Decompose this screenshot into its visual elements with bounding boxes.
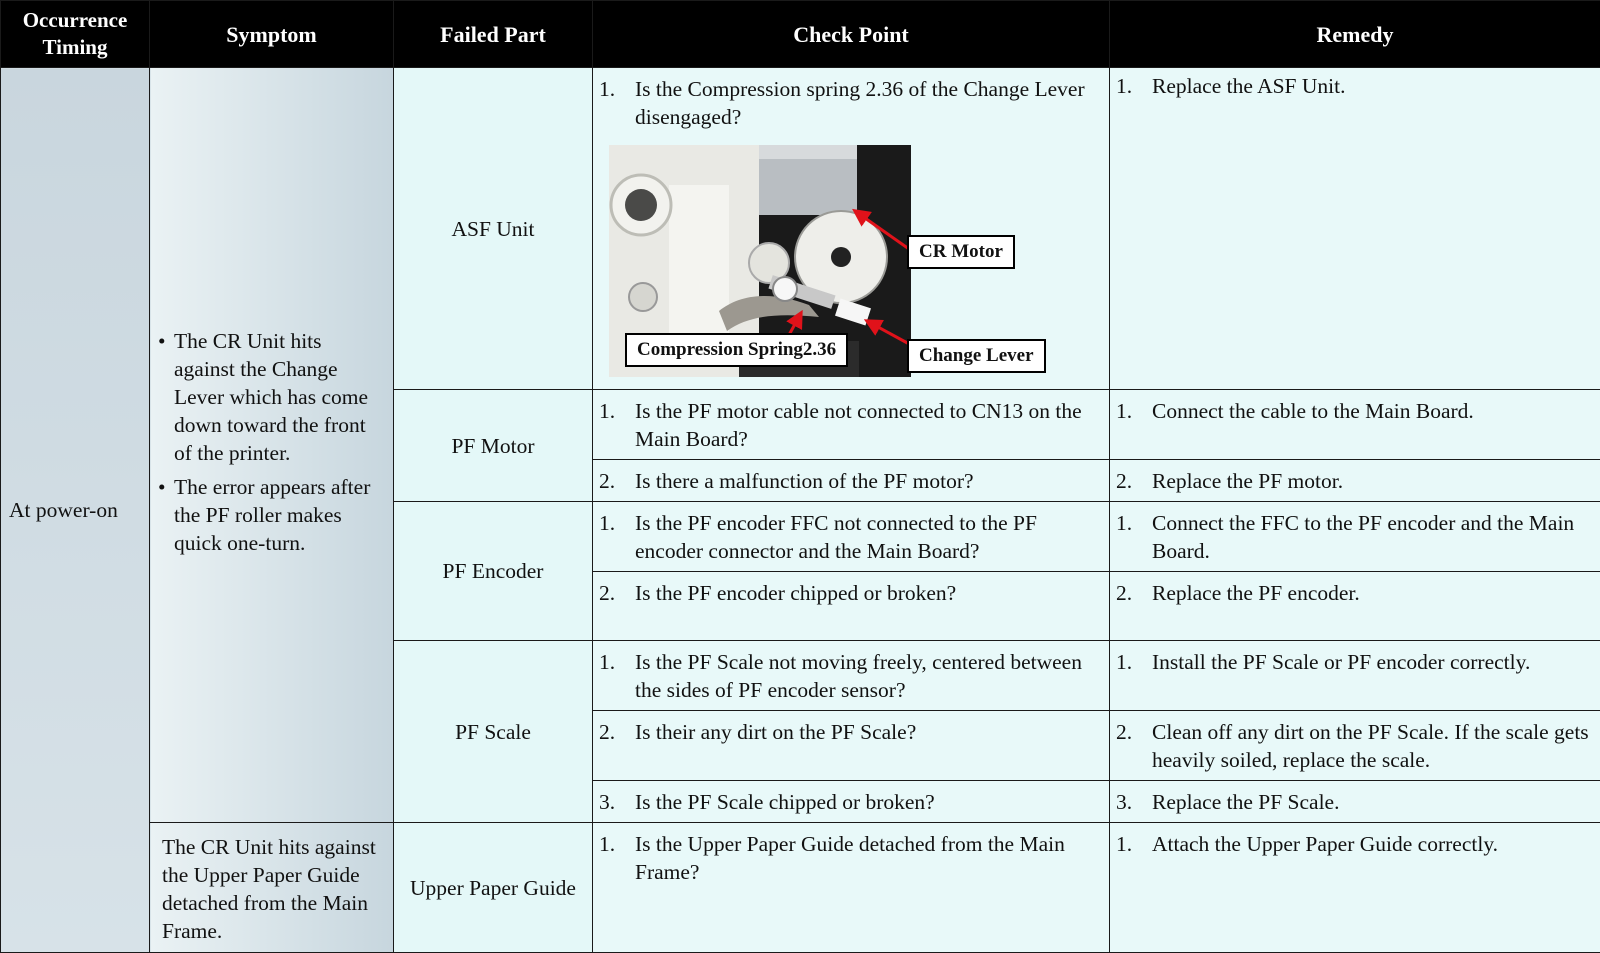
symptom-list bbox=[156, 327, 387, 557]
item-number: 1. bbox=[1116, 397, 1152, 425]
item-number: 1. bbox=[1116, 830, 1152, 858]
item-number: 2. bbox=[1116, 718, 1152, 774]
numbered-item bbox=[599, 509, 1101, 565]
check-point-text: Is the PF Scale not moving freely, centered between the sides of PF encoder sensor? bbox=[635, 648, 1101, 704]
remedy-text: Clean off any dirt on the PF Scale. If the scale gets heavily soiled, replace the scale. bbox=[1152, 718, 1592, 774]
header-symptom: Symptom bbox=[150, 1, 394, 68]
item-number: 2. bbox=[599, 718, 635, 746]
remedy-cell bbox=[1110, 460, 1600, 502]
remedy-cell bbox=[1110, 711, 1600, 781]
numbered-item bbox=[1116, 718, 1592, 774]
numbered-item bbox=[599, 75, 1101, 131]
check-point-text: Is the Compression spring 2.36 of the Change Lever disengaged? bbox=[635, 75, 1101, 131]
check-point-cell bbox=[593, 781, 1110, 823]
item-number: 2. bbox=[599, 579, 635, 607]
header-occurrence-timing: Occurrence Timing bbox=[1, 1, 150, 68]
symptom-cell-change-lever bbox=[150, 68, 394, 823]
remedy-cell bbox=[1110, 68, 1600, 390]
item-number: 1. bbox=[599, 397, 635, 453]
remedy-text: Attach the Upper Paper Guide correctly. bbox=[1152, 830, 1592, 858]
numbered-item bbox=[599, 579, 1101, 607]
remedy-text: Connect the FFC to the PF encoder and the Main Board. bbox=[1152, 509, 1592, 565]
numbered-item bbox=[599, 397, 1101, 453]
check-point-cell bbox=[593, 572, 1110, 641]
remedy-text: Connect the cable to the Main Board. bbox=[1152, 397, 1592, 425]
check-point-cell bbox=[593, 641, 1110, 711]
item-number: 3. bbox=[599, 788, 635, 816]
item-number: 1. bbox=[599, 648, 635, 704]
photo-lever-pivot bbox=[773, 277, 797, 301]
photo-label-spring: Compression Spring2.36 bbox=[625, 333, 848, 367]
remedy-cell bbox=[1110, 572, 1600, 641]
remedy-text: Replace the PF encoder. bbox=[1152, 579, 1592, 607]
remedy-text: Install the PF Scale or PF encoder correctly. bbox=[1152, 648, 1592, 676]
header-failed-part: Failed Part bbox=[394, 1, 593, 68]
numbered-item bbox=[1116, 509, 1592, 565]
check-point-text: Is the PF Scale chipped or broken? bbox=[635, 788, 1101, 816]
numbered-item bbox=[1116, 648, 1592, 676]
item-number: 1. bbox=[1116, 648, 1152, 676]
numbered-item bbox=[599, 648, 1101, 704]
bullet-glyph: • bbox=[158, 327, 166, 355]
remedy-text: Replace the PF motor. bbox=[1152, 467, 1592, 495]
occurrence-timing-cell: At power-on bbox=[1, 68, 150, 953]
numbered-item bbox=[1116, 72, 1592, 100]
failed-part-pf-encoder: PF Encoder bbox=[394, 502, 593, 641]
remedy-cell bbox=[1110, 641, 1600, 711]
numbered-item bbox=[599, 467, 1101, 495]
symptom-text: The error appears after the PF roller makes quick one-turn. bbox=[174, 475, 370, 555]
numbered-item bbox=[599, 830, 1101, 886]
remedy-text: Replace the PF Scale. bbox=[1152, 788, 1592, 816]
numbered-item bbox=[1116, 830, 1592, 858]
header-row bbox=[1, 1, 1600, 68]
check-point-cell bbox=[593, 502, 1110, 572]
item-number: 2. bbox=[599, 467, 635, 495]
check-point-cell bbox=[593, 68, 1110, 390]
check-point-text: Is the PF encoder chipped or broken? bbox=[635, 579, 1101, 607]
check-point-text: Is there a malfunction of the PF motor? bbox=[635, 467, 1101, 495]
numbered-item bbox=[599, 718, 1101, 746]
failed-part-pf-motor: PF Motor bbox=[394, 390, 593, 502]
item-number: 2. bbox=[1116, 467, 1152, 495]
list-item bbox=[156, 327, 387, 467]
item-number: 3. bbox=[1116, 788, 1152, 816]
failed-part-pf-scale: PF Scale bbox=[394, 641, 593, 823]
check-point-text: Is the PF motor cable not connected to CN13 on the Main Board? bbox=[635, 397, 1101, 453]
table-row-upper-paper-guide bbox=[1, 823, 1600, 953]
symptom-cell-upper-guide: The CR Unit hits against the Upper Paper Guide detached from the Main Frame. bbox=[150, 823, 394, 953]
remedy-cell bbox=[1110, 502, 1600, 572]
photo-screw bbox=[629, 283, 657, 311]
bullet-glyph: • bbox=[158, 473, 166, 501]
check-point-cell bbox=[593, 390, 1110, 460]
item-number: 1. bbox=[1116, 72, 1152, 100]
header-check-point: Check Point bbox=[593, 1, 1110, 68]
header-remedy: Remedy bbox=[1110, 1, 1600, 68]
check-point-text: Is their any dirt on the PF Scale? bbox=[635, 718, 1101, 746]
check-point-text: Is the PF encoder FFC not connected to the PF encoder connector and the Main Board? bbox=[635, 509, 1101, 565]
item-number: 1. bbox=[1116, 509, 1152, 565]
item-number: 1. bbox=[599, 830, 635, 886]
remedy-cell bbox=[1110, 390, 1600, 460]
photo-pulley-center bbox=[831, 247, 851, 267]
numbered-item bbox=[1116, 579, 1592, 607]
numbered-item bbox=[599, 788, 1101, 816]
photo-cr-motor-cap bbox=[759, 145, 857, 159]
item-number: 1. bbox=[599, 509, 635, 565]
item-number: 1. bbox=[599, 75, 635, 131]
symptom-text: The CR Unit hits against the Change Lever which has come down toward the front of the printer. bbox=[174, 329, 368, 465]
check-point-cell bbox=[593, 460, 1110, 502]
check-point-cell bbox=[593, 823, 1110, 953]
photo-gear-hub bbox=[625, 189, 657, 221]
photo-label-cr-motor: CR Motor bbox=[907, 235, 1015, 269]
remedy-cell bbox=[1110, 823, 1600, 953]
list-item bbox=[156, 473, 387, 557]
numbered-item bbox=[1116, 397, 1592, 425]
failed-part-upper-paper-guide: Upper Paper Guide bbox=[394, 823, 593, 953]
remedy-text: Replace the ASF Unit. bbox=[1152, 72, 1592, 100]
check-point-text: Is the Upper Paper Guide detached from the Main Frame? bbox=[635, 830, 1101, 886]
numbered-item bbox=[1116, 467, 1592, 495]
item-number: 2. bbox=[1116, 579, 1152, 607]
table-row-asf bbox=[1, 68, 1600, 390]
numbered-item bbox=[1116, 788, 1592, 816]
remedy-cell bbox=[1110, 781, 1600, 823]
photo-label-change-lever: Change Lever bbox=[907, 339, 1046, 373]
failed-part-asf-unit: ASF Unit bbox=[394, 68, 593, 390]
asf-photo-figure bbox=[599, 145, 1101, 377]
check-point-cell bbox=[593, 711, 1110, 781]
